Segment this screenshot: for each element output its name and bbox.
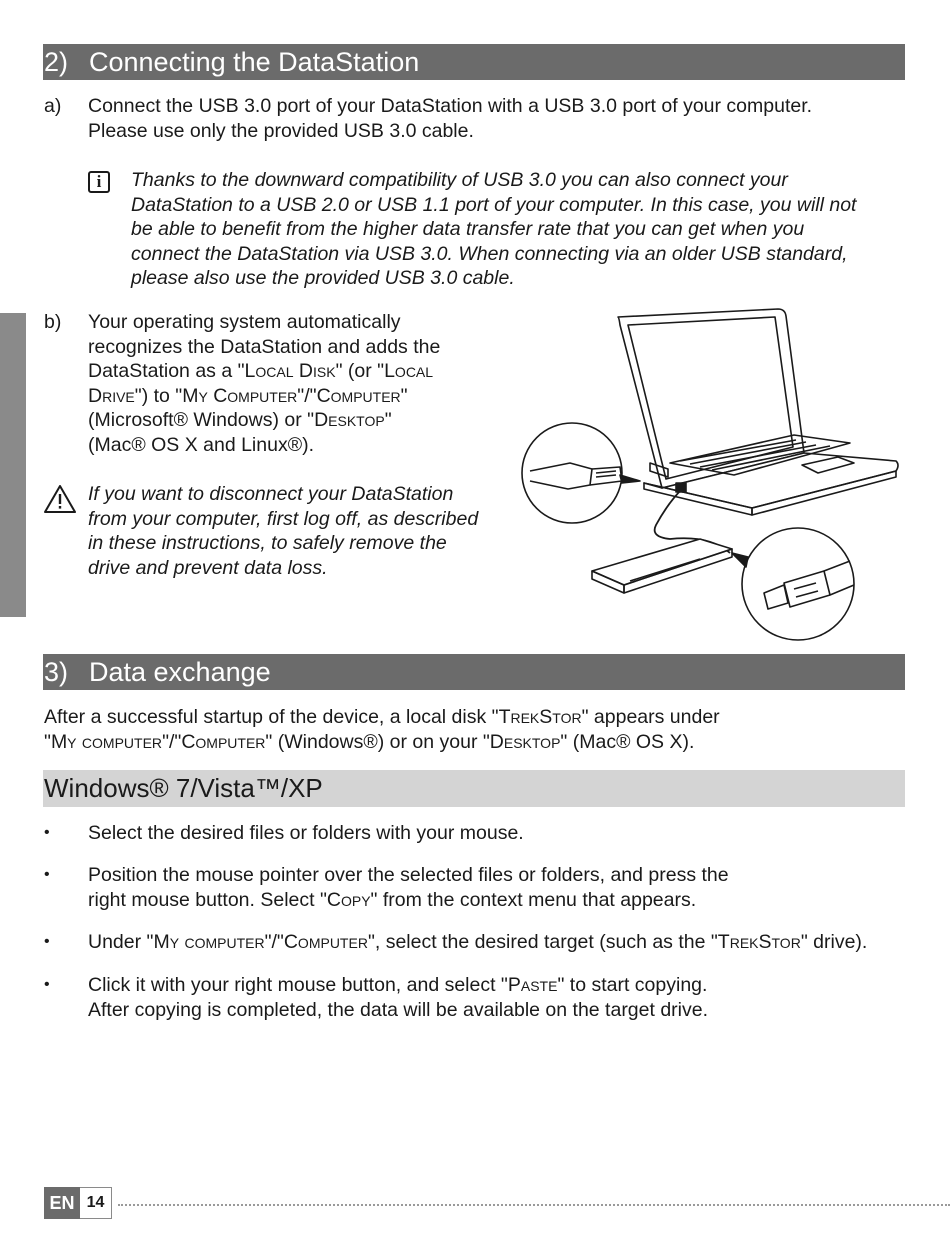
text-run: " — [44, 730, 51, 753]
text-run: " from the context menu that appears. — [370, 888, 697, 911]
text-run: " — [384, 409, 392, 431]
step-b-line — [88, 408, 440, 433]
menu-term: Computer — [283, 931, 368, 953]
bullet-4-line-1 — [88, 973, 708, 998]
text-run: "/" — [264, 931, 284, 953]
info-note-line: please also use the provided USB 3.0 cable. — [131, 267, 515, 289]
menu-term: My computer — [50, 730, 163, 753]
warning-note-line: drive and prevent data loss. — [88, 556, 328, 579]
text-run: right mouse button. Select " — [88, 888, 327, 911]
bullet-symbol: • — [44, 824, 50, 841]
text-run: DataStation as a " — [88, 360, 245, 382]
section-2-heading — [43, 44, 905, 80]
text-run: (Microsoft® Windows) or " — [88, 409, 315, 431]
text-run: " (Windows®) or on your " — [265, 730, 490, 753]
info-icon: i — [88, 171, 110, 193]
section-3-number: 3) — [44, 657, 69, 687]
warning-icon — [43, 484, 77, 514]
menu-term: Local Disk — [244, 360, 336, 382]
bullet-2-line-1: Position the mouse pointer over the selected files or folders, and press the — [88, 864, 729, 886]
bullet-4-line-2: After copying is completed, the data will be available on the target drive. — [88, 998, 709, 1021]
bullet-item-1: Select the desired files or folders with your mouse. — [88, 822, 524, 844]
intro-line-2 — [44, 730, 720, 755]
text-run: " — [400, 384, 408, 407]
info-note-line: connect the DataStation via USB 3.0. When connecting via an older USB standard, — [131, 242, 848, 265]
text-run: " (Mac® OS X). — [560, 730, 695, 753]
bullet-2-line-2 — [88, 888, 729, 913]
text-run: " appears under — [581, 706, 720, 728]
drive-name: TrekStor — [498, 706, 582, 728]
info-note-line: Thanks to the downward compatibility of USB 3.0 you can also connect your — [131, 169, 788, 191]
menu-term: My computer — [153, 931, 265, 953]
menu-term: Paste — [507, 974, 558, 996]
section-3-title: Data exchange — [89, 657, 271, 687]
step-b-line — [88, 384, 440, 409]
text-run: ") to " — [134, 384, 183, 407]
text-run: After a successful startup of the device, a local disk " — [44, 706, 499, 728]
text-run: ", select the desired target (such as the " — [367, 931, 718, 953]
menu-term: Computer — [181, 730, 266, 753]
bullet-symbol: • — [44, 866, 50, 883]
footer-dotted-rule — [118, 1204, 950, 1206]
step-a-text — [88, 94, 812, 143]
text-run: Click it with your right mouse button, and select " — [88, 974, 508, 996]
step-b-line — [88, 359, 440, 384]
warning-note-line: If you want to disconnect your DataStation — [88, 483, 454, 505]
info-note-line: be able to benefit from the higher data transfer rate that you can get when you — [131, 218, 805, 240]
menu-term: Computer — [316, 384, 401, 407]
text-run: "/" — [297, 384, 317, 407]
menu-term: Desktop — [489, 730, 561, 753]
step-b-marker: b) — [44, 311, 62, 333]
info-note-line: DataStation to a USB 2.0 or USB 1.1 port of your computer. In this case, you will not — [131, 193, 857, 216]
drive-name: TrekStor — [717, 931, 801, 953]
menu-term: Copy — [326, 888, 371, 911]
info-note — [131, 168, 856, 291]
section-3-heading — [43, 654, 905, 690]
menu-term: Desktop — [314, 409, 385, 431]
step-a-line-1: Connect the USB 3.0 port of your DataStation with a USB 3.0 port of your computer. — [88, 95, 813, 117]
text-run: " (or " — [335, 360, 385, 382]
bullet-symbol: • — [44, 976, 50, 993]
menu-term: My Computer — [182, 384, 298, 407]
step-b-line: Your operating system automatically — [88, 311, 401, 333]
step-a-marker: a) — [44, 95, 62, 117]
step-b-text — [88, 310, 440, 457]
menu-term: Drive — [88, 384, 135, 407]
warning-note — [88, 482, 478, 580]
bullet-symbol: • — [44, 933, 50, 950]
laptop-connection-illustration — [520, 303, 900, 643]
text-run: Under " — [88, 931, 154, 953]
section-2-number: 2) — [44, 47, 69, 77]
text-run: " to start copying. — [557, 974, 708, 996]
windows-subsection-heading: Windows® 7/Vista™/XP — [43, 770, 905, 807]
text-run: "/" — [162, 730, 182, 753]
text-run: " drive). — [800, 931, 868, 953]
side-tab-marker — [0, 313, 26, 617]
menu-term: Local — [384, 360, 434, 382]
step-b-line: (Mac® OS X and Linux®). — [88, 433, 314, 456]
bullet-item-4 — [88, 973, 708, 1022]
intro-line-1 — [44, 705, 720, 730]
warning-note-line: from your computer, first log off, as described — [88, 507, 479, 530]
page-number: 14 — [80, 1187, 112, 1219]
language-badge: EN — [44, 1187, 80, 1219]
section-2-title: Connecting the DataStation — [89, 47, 420, 77]
bullet-item-2 — [88, 863, 729, 912]
data-exchange-intro — [44, 705, 720, 754]
step-a-line-2: Please use only the provided USB 3.0 cable. — [88, 119, 474, 142]
bullet-item-3 — [88, 930, 867, 955]
step-b-line: recognizes the DataStation and adds the — [88, 335, 441, 358]
warning-note-line: in these instructions, to safely remove the — [88, 532, 447, 554]
